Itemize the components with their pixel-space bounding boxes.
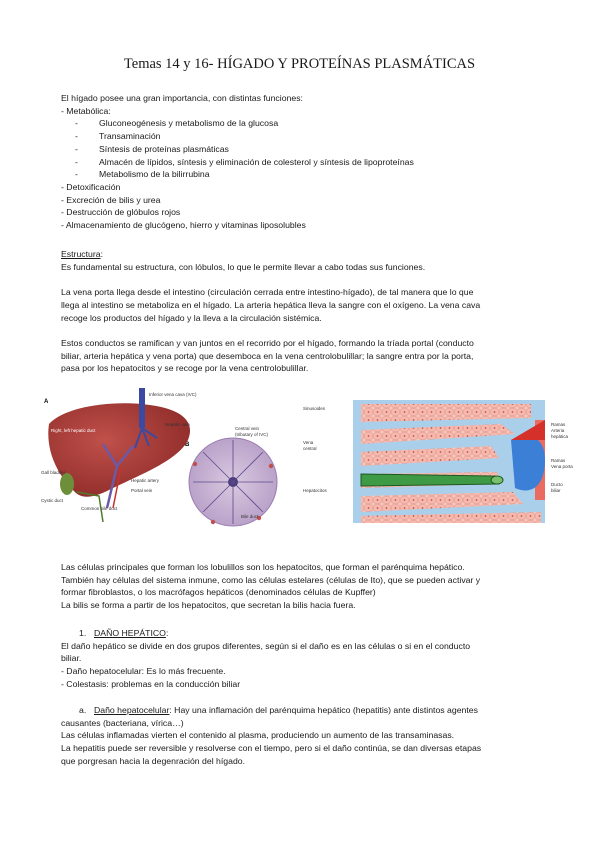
label-vena-central: Vena bbox=[303, 440, 314, 445]
label-ducto-2: biliar bbox=[551, 488, 561, 493]
label-portal-vein: Portal vein bbox=[131, 488, 153, 493]
sub-item: - Transaminación bbox=[75, 131, 161, 142]
figure-letter-a: A bbox=[44, 399, 49, 405]
label-ivc: Inferior vena cava (IVC) bbox=[149, 392, 197, 397]
metabolica-label: - Metabólica: bbox=[61, 105, 111, 116]
dano-line: biliar. bbox=[61, 653, 82, 664]
gallbladder-shape bbox=[60, 473, 74, 495]
label-hepatic-artery: Hepatic artery bbox=[131, 478, 160, 483]
celulas-line: También hay células del sistema inmune, como las células estelares (células de Ito), que se pueden activar y bbox=[61, 574, 481, 585]
liver-anatomy-figure bbox=[37, 386, 282, 534]
dano-item: - Daño hepatocelular: Es lo más frecuente. bbox=[61, 666, 226, 677]
dano-item: - Colestasis: problemas en la conducción biliar bbox=[61, 678, 241, 689]
estructura-section bbox=[61, 248, 541, 375]
label-ramas-vena-2: Vena porta bbox=[551, 464, 573, 469]
function-item: - Detoxificación bbox=[61, 181, 121, 192]
label-sinusoides: Sinusoides bbox=[303, 406, 326, 411]
hepatocelular-line: Las células inflamadas vierten el contenido al plasma, produciendo un aumento de las transaminasas. bbox=[61, 730, 455, 741]
label-vena-central-2: central bbox=[303, 446, 317, 451]
label-tributary: (tributary of IVC) bbox=[235, 432, 269, 437]
hepatocelular-section bbox=[61, 704, 541, 768]
hepatocelular-heading: a. Daño hepatocelular: Hay una inflamación del parénquima hepático (hepatitis) ante distintos agentes bbox=[79, 705, 478, 715]
estructura-p3-line: biliar, arteria hepática y vena porta) que desemboca en la vena centrolobulillar; la sangre entra por la porta, bbox=[61, 350, 474, 361]
intro-lead: El hígado posee una gran importancia, con distintas funciones: bbox=[61, 93, 303, 103]
label-ramas-arteria-1: Ramas bbox=[551, 422, 566, 427]
label-right-left-hepatic: Right, left hepatic duct bbox=[51, 428, 96, 433]
function-item: - Destrucción de glóbulos rojos bbox=[61, 207, 181, 218]
ivc-vessel bbox=[139, 388, 145, 428]
estructura-p2-line: recoge los productos del hígado y la lleva a la circulación sistémica. bbox=[61, 312, 322, 323]
hepatocelular-line: causantes (bacteriana, vírica…) bbox=[61, 717, 184, 728]
liver-anatomy-illustration bbox=[37, 386, 282, 534]
sub-item: - Almacén de lípidos, síntesis y eliminación de colesterol y síntesis de lipoproteínas bbox=[75, 156, 414, 167]
celulas-line: formar fibroblastos, o los macrófagos hepáticos (denominados células de Kupffer) bbox=[61, 587, 376, 598]
label-ramas-arteria-3: hepática bbox=[551, 434, 569, 439]
celulas-line: Las células principales que forman los lobulillos son los hepatocitos, que forman el parénquima hepático. bbox=[61, 562, 465, 572]
estructura-p3-line: pasa por los hepatocitos y se recoge por la vena centrolobulillar. bbox=[61, 363, 309, 374]
hepatocelular-line: que porgresan hacia la degenración del hígado. bbox=[61, 755, 246, 766]
sub-item: - Gluconeogénesis y metabolismo de la glucosa bbox=[75, 118, 279, 129]
estructura-p2-line: La vena porta llega desde el intestino (circulación cerrada entre intestino-hígado), de tal manera que lo que bbox=[61, 287, 474, 298]
label-bile-duct: Bile duct bbox=[241, 514, 259, 519]
label-ramas-arteria-2: Arteria bbox=[551, 428, 565, 433]
label-hepatic-vein: Hepatic vein bbox=[165, 422, 190, 427]
lobule-detail-illustration bbox=[301, 400, 577, 523]
dano-heading: 1. DAÑO HEPÁTICO: bbox=[79, 628, 169, 638]
figure-letter-b: B bbox=[185, 442, 190, 448]
sub-item: - Síntesis de proteínas plasmáticas bbox=[75, 143, 229, 154]
label-ramas-vena-1: Ramas bbox=[551, 458, 566, 463]
function-item: - Excreción de bilis y urea bbox=[61, 194, 161, 205]
page-title: Temas 14 y 16- HÍGADO Y PROTEÍNAS PLASMÁTICAS bbox=[123, 56, 476, 72]
estructura-p2-line: llega al intestino se metaboliza en el hígado. La arteria hepática lleva la sangre con el oxígeno. La vena cava bbox=[61, 299, 481, 310]
hepatocelular-line: La hepatitis puede ser reversible y resolverse con el tiempo, pero si el daño continúa, se dan diversas etapas bbox=[61, 743, 482, 754]
celulas-section bbox=[61, 561, 541, 612]
label-gall: Gall bladder bbox=[41, 470, 66, 475]
estructura-p1: Es fundamental su estructura, con lóbulos, lo que le permite llevar a cabo todas sus funciones. bbox=[61, 261, 426, 272]
ducto-biliar-shape bbox=[361, 474, 501, 486]
sub-item: - Metabolismo de la bilirrubina bbox=[75, 169, 210, 180]
label-cystic: Cystic duct bbox=[41, 498, 64, 503]
function-item: - Almacenamiento de glucógeno, hierro y vitaminas liposolubles bbox=[61, 220, 306, 231]
dano-line: El daño hepático se divide en dos grupos diferentes, según si el daño es en las células o si en el conducto bbox=[61, 640, 471, 651]
label-central-vein: Central vein bbox=[235, 426, 260, 431]
estructura-heading: Estructura: bbox=[61, 249, 104, 259]
figures bbox=[37, 386, 577, 534]
ducto-end-shape bbox=[491, 476, 503, 484]
intro-section bbox=[61, 92, 541, 232]
lobule-detail-figure bbox=[301, 400, 577, 523]
label-ducto-1: Ducto bbox=[551, 482, 563, 487]
label-common-bile: Common bile duct bbox=[81, 506, 118, 511]
estructura-p3-line: Estos conductos se ramifican y van juntos en el recorrido por el hígado, formando la tríada portal (conducto bbox=[61, 337, 474, 348]
celulas-line: La bilis se forma a partir de los hepatocitos, que secretan la bilis hacia fuera. bbox=[61, 600, 356, 611]
label-hepatocitos: Hepatocitos bbox=[303, 488, 327, 493]
dano-section bbox=[61, 627, 541, 691]
